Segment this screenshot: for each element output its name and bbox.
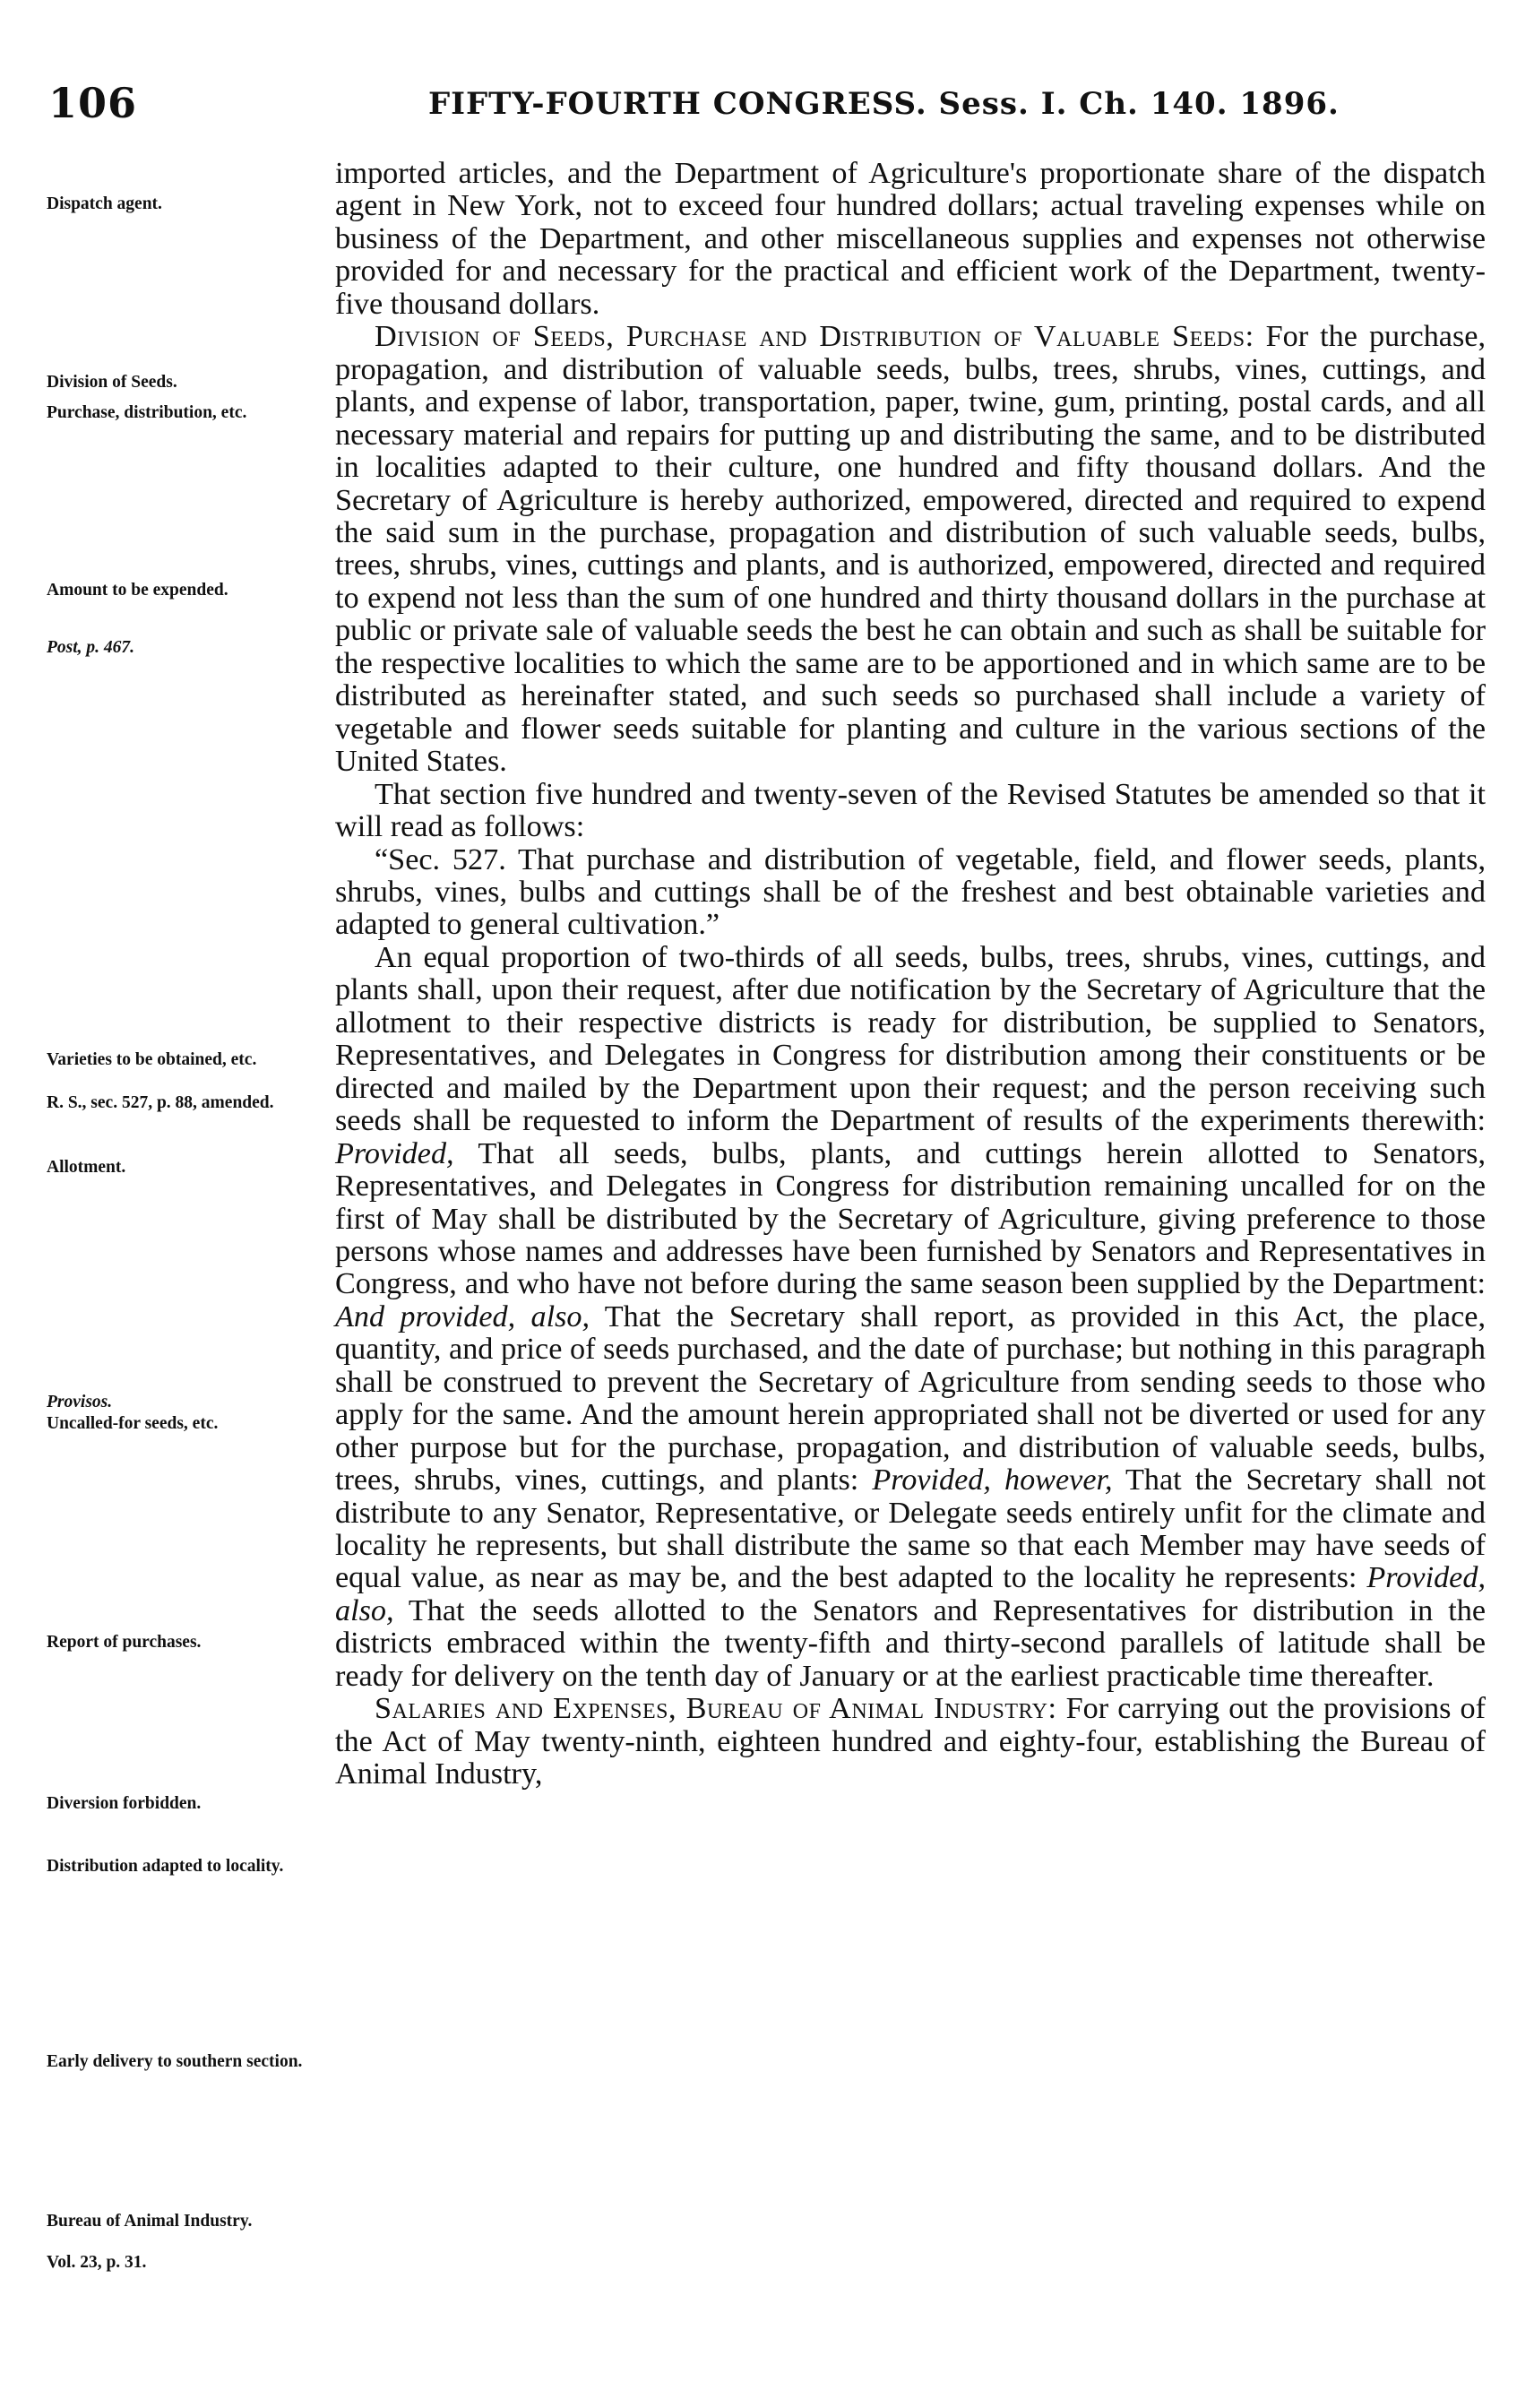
margin-note-amount-expended: Amount to be expended. [47,581,228,600]
paragraph-seeds-text: For the purchase, propagation, and distribution of valuable seeds, bulbs, trees, shrubs, vines, cuttings, and plants, and expense of labor, transportation, paper, twine, gum, printing, postal cards, and all necessary material and repairs for putting up and distributing the same, and to be distributed in localities adapted to their culture, one hundred and fifty thousand dollars. And the Secretary of Agriculture is hereby authorized, empowered, directed and required to expend the said sum in the purchase, propagation and distribution of such valuable seeds, bulbs, trees, shrubs, vines, cuttings and plants, and is authorized, empowered, directed and required to expend not less than the sum of one hundred and thirty thousand dollars in the purchase at public or private sale of valuable seeds the best he can obtain and such as shall be suitable for the respective localities to which the same are to be apportioned and in which same are to be distributed as hereinafter stated, and such seeds so purchased shall include a variety of vegetable and flower seeds suitable for planting and culture in the various sections of the United States. [335,320,1486,779]
margin-note-rs-amended: R. S., sec. 527, p. 88, amended. [47,1093,274,1112]
proviso-label-2: And provided, also, [335,1299,590,1333]
margin-note-early-delivery: Early delivery to southern section. [47,2052,303,2071]
margin-note-post-reference: Post, p. 467. [47,638,135,657]
proviso-label-3: Provided, however, [872,1463,1113,1497]
paragraph-sec-527: “Sec. 527. That purchase and distribution of vegetable, field, and flower seeds, plants, shrubs, vines, bulbs and cuttings shall be of the freshest and best obtainable varieties and adapted to general cultivation.” [335,842,1486,942]
paragraph-amendment-intro: That section five hundred and twenty-seven of the Revised Statutes be amended so that it will read as follows: [335,777,1486,844]
margin-note-varieties: Varieties to be obtained, etc. [47,1050,257,1069]
proviso-label-1: Provided, [335,1136,454,1170]
allotment-text-1: An equal proportion of two-thirds of all seeds, bulbs, trees, shrubs, vines, cuttings, and plants shall, upon their request, after due notification by the Secretary of Agriculture that the allotment to their respective districts is ready for distribution, be supplied to Senators, Representatives, and Delegates in Congress for distribution among their constituents or be directed and mailed by the Department upon their request; and the person receiving such seeds shall be requested to inform the Department of results of the experiments therewith: [335,940,1486,1138]
paragraph-bureau-animal-industry [335,1693,1486,1791]
proviso-label-4: Provided, also, [335,1561,1486,1627]
margin-note-provisos: Provisos. [47,1393,113,1411]
margin-note-diversion-forbidden: Diversion forbidden. [47,1794,202,1813]
margin-note-vol-reference: Vol. 23, p. 31. [47,2253,147,2272]
allotment-text-3: That the Secretary shall report, as provided in this Act, the place, quantity, and price of seeds purchased, and the date of purchase; but nothing in this paragraph shall be construed to prevent the Secretary of Agriculture from sending seeds to those who apply for the same. And the amount herein appropriated shall not be diverted or used for any other purpose but for the purchase, propagation, and distribution of valuable seeds, bulbs, trees, shrubs, vines, cuttings, and plants: [335,1299,1486,1497]
margin-note-allotment: Allotment. [47,1158,126,1177]
allotment-text-5: That the seeds allotted to the Senators and Representatives for distribution in the districts embraced within the twenty-fifth and thirty-second parallels of latitude shall be ready for delivery on the tenth day of January or at the earliest practicable time thereafter. [335,1593,1486,1693]
statute-body [335,158,1486,1791]
margin-note-purchase-distribution: Purchase, distribution, etc. [47,403,247,422]
allotment-text-4: That the Secretary shall not distribute to any Senator, Representative, or Delegate seeds entirely unfit for the climate and locality he represents, but shall distribute the same so that each Member may have seeds of equal value, as near as may be, and the best adapted to the locality he represents: [335,1463,1486,1595]
section-heading-animal-industry: Salaries and Expenses, Bureau of Animal Industry: [375,1692,1057,1726]
paragraph-animal-industry-text: For carrying out the provisions of the Act of May twenty-ninth, eighteen hundred and eighty-four, establishing the Bureau of Animal Industry, [335,1692,1486,1791]
paragraph-allotment [335,942,1486,1693]
section-heading-seeds: Division of Seeds, Purchase and Distribution of Valuable Seeds: [375,320,1254,354]
page-header [36,79,1498,133]
margin-note-division-of-seeds: Division of Seeds. [47,373,177,392]
margin-note-report-purchases: Report of purchases. [47,1633,202,1652]
margin-note-bureau-animal-industry: Bureau of Animal Industry. [47,2212,253,2231]
running-head: FIFTY-FOURTH CONGRESS. Sess. I. Ch. 140. 1896. [428,86,1340,122]
allotment-text-2: That all seeds, bulbs, plants, and cuttings herein allotted to Senators, Representatives, and Delegates in Congress for distribution remaining uncalled for on the first of May shall be distributed by the Secretary of Agriculture, giving preference to those persons whose names and addresses have been furnished by Senators and Representatives in Congress, and who have not before during the same season been supplied by the Department: [335,1136,1486,1301]
margin-note-dispatch-agent: Dispatch agent. [47,194,162,213]
margin-note-uncalled-seeds: Uncalled-for seeds, etc. [47,1414,219,1433]
paragraph-dispatch-agent: imported articles, and the Department of Agriculture's proportionate share of the dispatch agent in New York, not to exceed four hundred dollars; actual traveling expenses while on business of the Department, and other miscellaneous supplies and expenses not otherwise provided for and necessary for the practical and efficient work of the Department, twenty-five thousand dollars. [335,157,1486,321]
page-number: 106 [48,79,138,127]
paragraph-division-of-seeds [335,321,1486,778]
margin-note-distribution-locality: Distribution adapted to locality. [47,1857,284,1876]
